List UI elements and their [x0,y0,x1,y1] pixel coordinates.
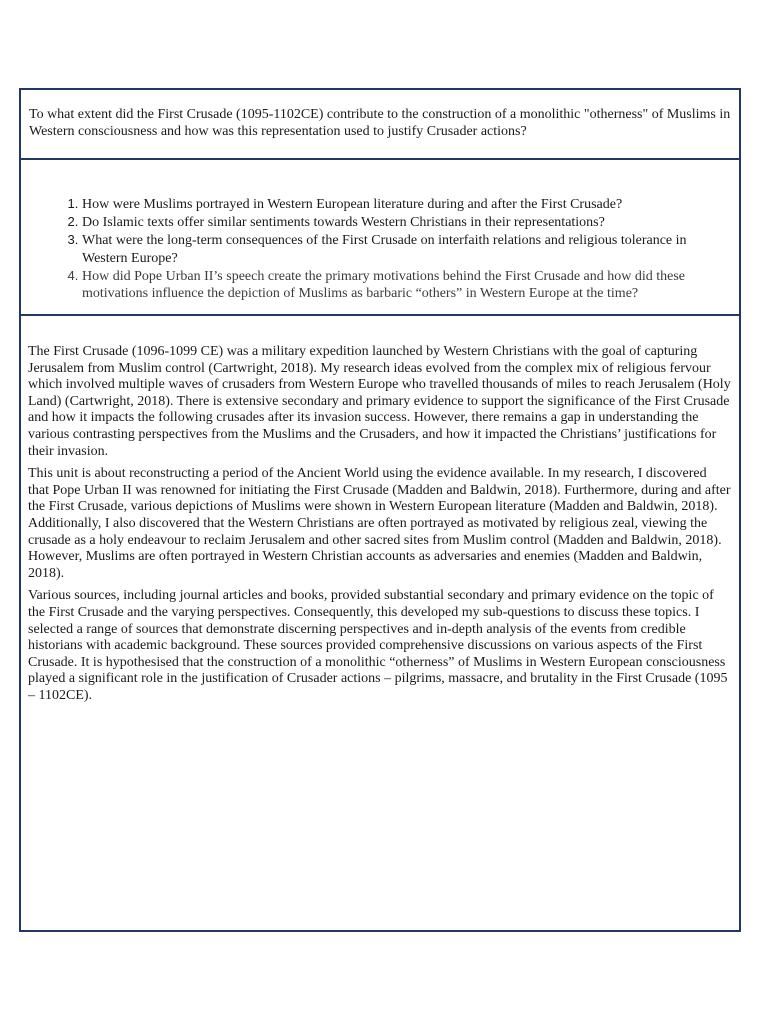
rationale-section [21,314,739,930]
body-paragraph: This unit is about reconstructing a period of the Ancient World using the evidence available. In my research, I discovered that Pope Urban II was renowned for initiating the First Crusade (Madden and Baldwin, 2018). Furthermore, during and after the First Crusade, various depictions of Muslims were shown in Western European literature (Madden and Baldwin, 2018). Additionally, I also discovered that the Western Christians are often portrayed as motivated by religious zeal, viewing the crusade as a holy endeavour to reclaim Jerusalem and other sacred sites from Muslim control (Madden and Baldwin, 2018). However, Muslims are often portrayed in Western Christian accounts as adversaries and enemies (Madden and Baldwin, 2018). [28,466,731,581]
body-paragraph: The First Crusade (1096-1099 CE) was a military expedition launched by Western Christians with the goal of capturing Jerusalem from Muslim control (Cartwright, 2018). My research ideas evolved from the complex mix of religious fervour which involved multiple waves of crusaders from Western Europe who travelled thousands of miles to reach Jerusalem (Holy Land) (Cartwright, 2018). There is extensive secondary and primary evidence to support the significance of the First Crusade and how it impacts the following crusades after its invasion success. However, there remains a gap in understanding the various contrasting perspectives from the Muslims and the Crusaders, and how it impacted the Christians’ justifications for their invasion. [28,344,731,459]
sub-question-item: 3. What were the long-term consequences of the First Crusade on interfaith relations and religious tolerance in Western Europe? [82,231,731,266]
sub-question-item: 4. How did Pope Urban II’s speech create the primary motivations behind the First Crusade and how did these motivations influence the depiction of Muslims as barbaric “others” in Western Europe at the time? [82,267,731,302]
sub-questions-list [29,195,731,302]
document-frame [19,88,741,932]
sub-question-item: 2. Do Islamic texts offer similar sentiments towards Western Christians in their representations? [82,213,731,231]
research-question: To what extent did the First Crusade (1095-1102CE) contribute to the construction of a monolithic "otherness" of Muslims in Western consciousness and how was this representation used to justify Crusader actions? [29,107,731,139]
research-question-section [21,90,739,158]
sub-question-item: 1. How were Muslims portrayed in Western European literature during and after the First Crusade? [82,195,731,213]
body-paragraph: Various sources, including journal articles and books, provided substantial secondary and primary evidence on the topic of the First Crusade and the varying perspectives. Consequently, this developed my sub-questions to discuss these topics. I selected a range of sources that demonstrate discerning perspectives and in-depth analysis of the events from credible historians with academic background. These sources provided comprehensive discussions on various aspects of the First Crusade. It is hypothesised that the construction of a monolithic “otherness” of Muslims in Western European consciousness played a significant role in the justification of Crusader actions – pilgrims, massacre, and brutality in the First Crusade (1095 – 1102CE). [28,588,728,703]
sub-questions-section [21,158,739,315]
